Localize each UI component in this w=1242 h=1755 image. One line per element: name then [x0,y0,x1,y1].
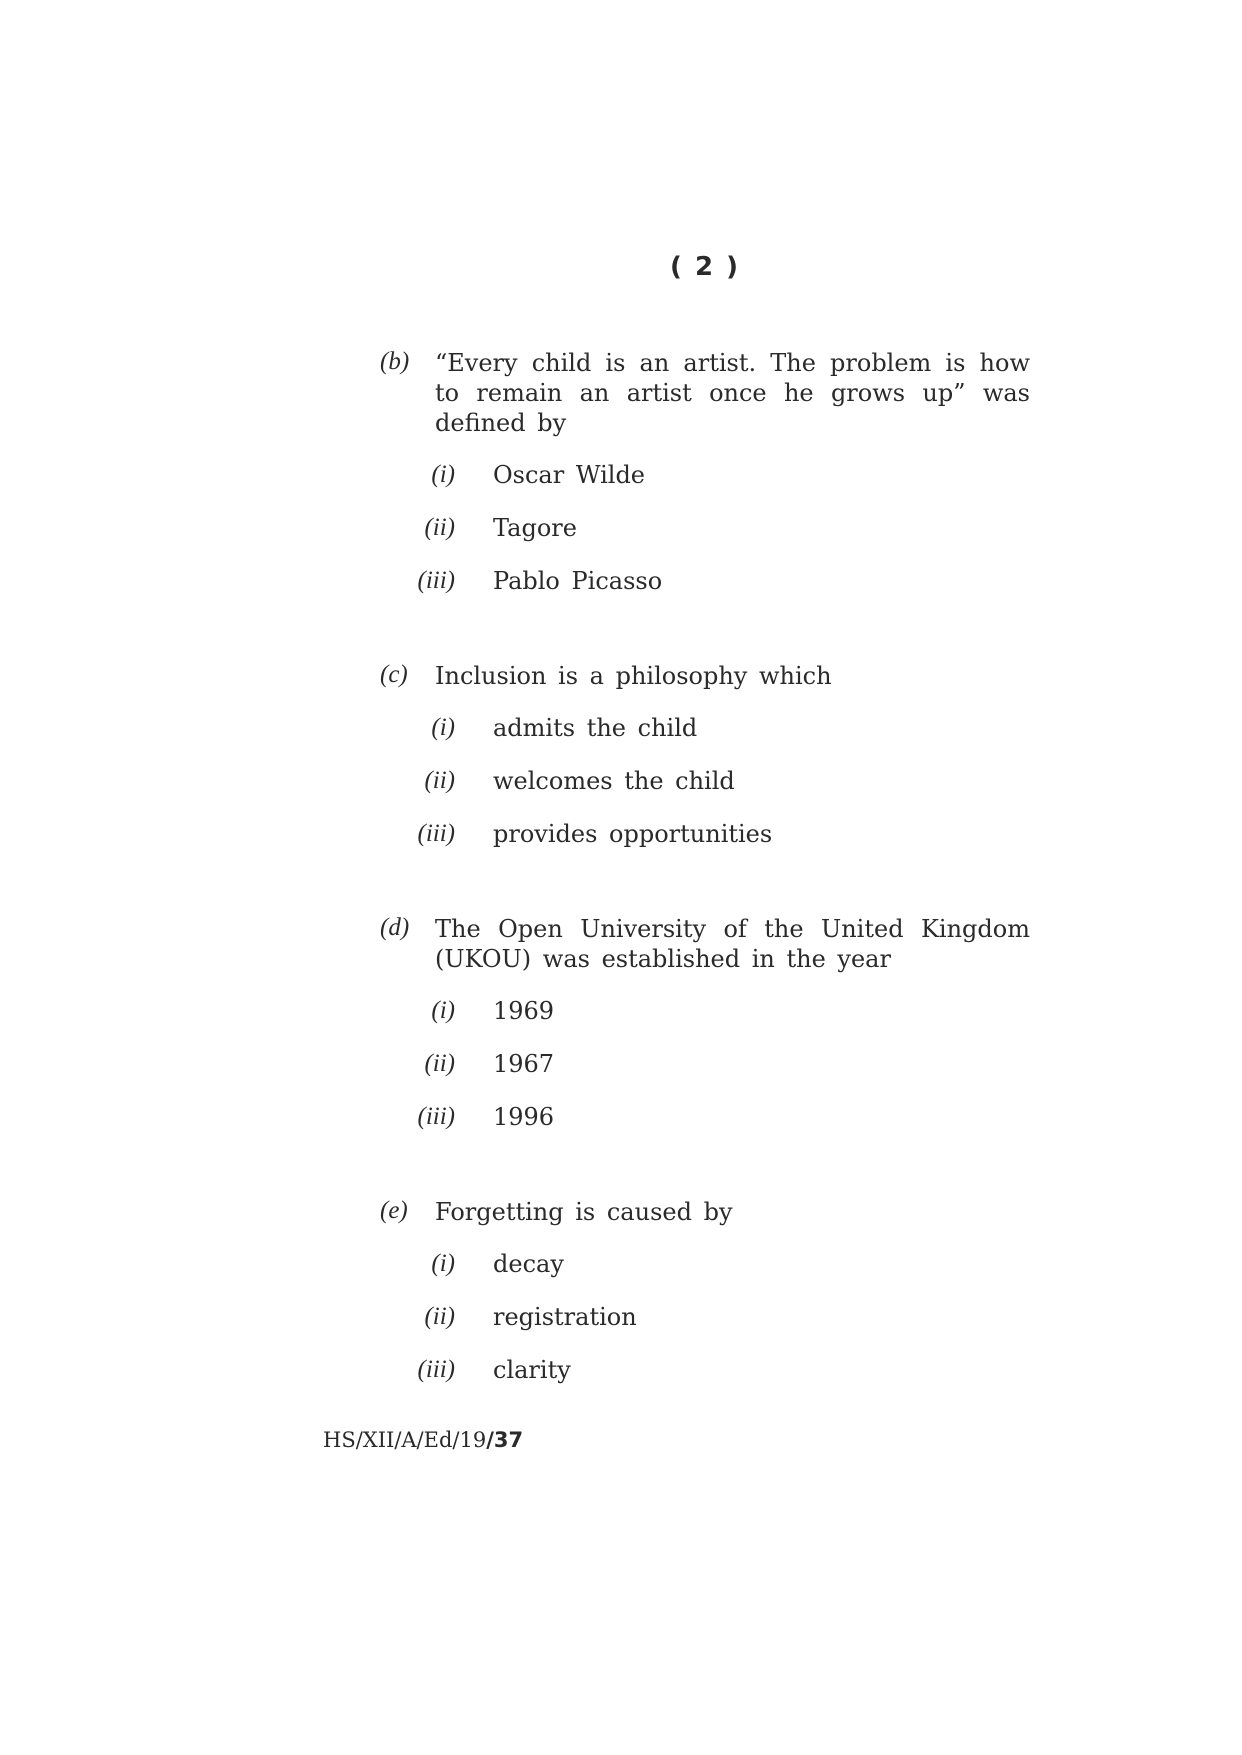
question-text: Inclusion is a philosophy which [435,662,832,690]
footer-code-text: HS/XII/A/Ed/19 [323,1428,487,1452]
page-number: ( 2 ) [670,252,740,282]
option-item [380,766,1030,819]
option-list [380,1249,1030,1408]
option-number: (ii) [424,1303,455,1330]
option-number: (i) [431,714,455,741]
question-e [380,1197,1030,1408]
option-number: (iii) [417,1356,455,1383]
option-text: 1969 [493,997,555,1025]
option-number: (i) [431,997,455,1024]
footer-code-bold: /37 [486,1428,524,1452]
option-item [380,1302,1030,1355]
option-number: (iii) [417,567,455,594]
question-text: Forgetting is caused by [435,1198,733,1226]
option-item [380,1249,1030,1302]
option-text: Tagore [493,514,577,542]
option-number: (ii) [424,514,455,541]
question-d [380,914,1030,1155]
option-number: (ii) [424,1050,455,1077]
question-label: (e) [380,1197,408,1224]
option-number: (i) [431,1250,455,1277]
option-text: admits the child [493,714,698,742]
option-number: (iii) [417,820,455,847]
option-item [380,1049,1030,1102]
option-text: clarity [493,1356,571,1384]
option-text: Oscar Wilde [493,461,646,489]
option-text: welcomes the child [493,767,735,795]
question-text: The Open University of the United Kingdom (UKOU) was established in the year [435,915,1030,973]
option-list [380,460,1030,619]
option-number: (iii) [417,1103,455,1130]
option-item [380,460,1030,513]
option-item [380,513,1030,566]
option-item [380,1355,1030,1408]
option-text: 1996 [493,1103,555,1131]
option-item [380,1102,1030,1155]
question-label: (b) [380,348,410,375]
option-item [380,996,1030,1049]
question-c [380,661,1030,872]
option-text: registration [493,1303,637,1331]
question-label: (c) [380,661,408,688]
footer-code [323,1428,523,1452]
option-item [380,819,1030,872]
option-list [380,996,1030,1155]
question-label: (d) [380,914,410,941]
question-b [380,348,1030,619]
option-text: Pablo Picasso [493,567,663,595]
option-list [380,713,1030,872]
option-text: decay [493,1250,564,1278]
option-item [380,566,1030,619]
question-text: “Every child is an artist. The problem is how to remain an artist once he grows up” was defined by [435,349,1030,437]
option-item [380,713,1030,766]
option-text: 1967 [493,1050,555,1078]
option-text: provides opportunities [493,820,773,848]
option-number: (i) [431,461,455,488]
option-number: (ii) [424,767,455,794]
